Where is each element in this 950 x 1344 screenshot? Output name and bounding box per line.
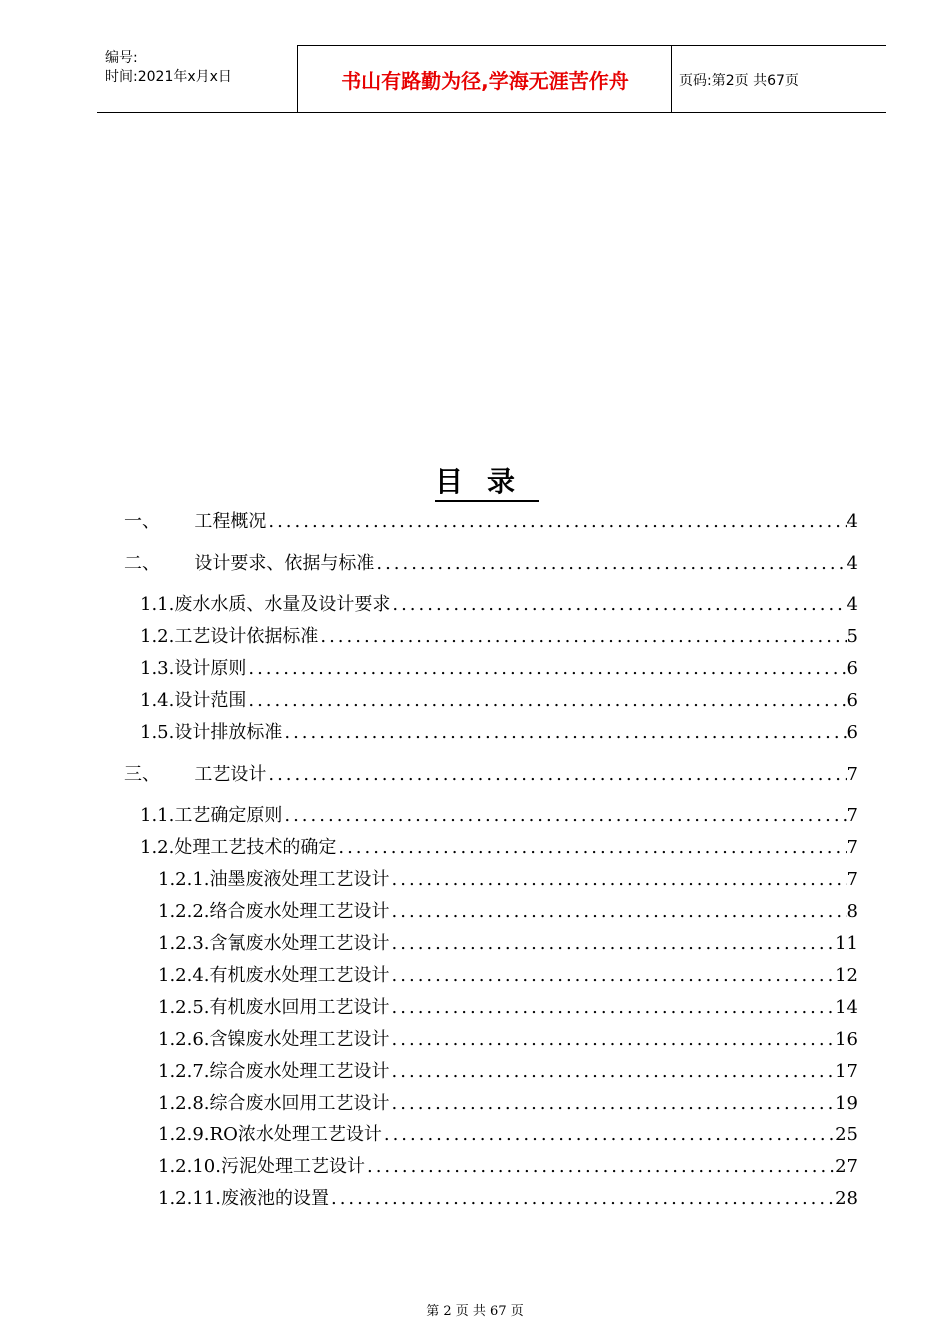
toc-entry-number: 1.2.7. — [158, 1061, 210, 1082]
toc-entry-label: 有机废水回用工艺设计 — [209, 997, 390, 1018]
toc-entry-page: 5 — [846, 626, 858, 647]
toc-dot-leader — [374, 551, 846, 577]
toc-entry-number: 1.2.9. — [158, 1124, 210, 1145]
toc-entry-label: 废液池的设置 — [220, 1188, 329, 1209]
header-meta — [105, 49, 232, 87]
toc-entry-page: 4 — [846, 511, 858, 532]
toc-entry-number: 1.2.1. — [158, 869, 210, 890]
toc-entry[interactable] — [158, 1186, 858, 1212]
header-separator — [671, 45, 672, 113]
toc-entry-number: 1.2.4. — [158, 965, 210, 986]
toc-entry-number: 1.1. — [140, 594, 175, 615]
toc-dot-leader — [246, 688, 846, 714]
toc-dot-leader — [390, 931, 836, 957]
toc-entry-label: 工艺设计 — [194, 764, 267, 785]
toc-entry-label: 设计排放标准 — [174, 722, 283, 743]
toc-entry-number: 一、 — [124, 511, 195, 532]
document-number-label: 编号: — [105, 50, 138, 66]
toc-entry-page: 6 — [846, 722, 858, 743]
page-footer: 第 2 页 共 67 页 — [426, 1304, 524, 1319]
toc-entry[interactable] — [124, 509, 858, 535]
toc-dot-leader — [390, 592, 846, 618]
header-page-info: 页码:第2页 共67页 — [679, 73, 799, 89]
toc-entry-label: 油墨废液处理工艺设计 — [209, 869, 390, 890]
page-header — [97, 45, 886, 113]
toc-entry-number: 1.2. — [140, 626, 175, 647]
toc-entry-label: 工艺设计依据标准 — [174, 626, 319, 647]
toc-entry[interactable] — [140, 624, 858, 650]
toc-entry-page: 27 — [835, 1156, 858, 1177]
toc-entry-number: 1.2.10. — [158, 1156, 221, 1177]
toc-entry-label: 工艺确定原则 — [174, 805, 283, 826]
toc-entry-label: 综合废水回用工艺设计 — [209, 1093, 390, 1114]
toc-dot-leader — [390, 899, 847, 925]
toc-entry-number: 1.2.2. — [158, 901, 210, 922]
toc-entry-page: 7 — [846, 805, 858, 826]
header-slogan: 书山有路勤为径,学海无涯苦作舟 — [341, 68, 629, 93]
toc-dot-leader — [282, 720, 846, 746]
toc-entry-number: 二、 — [124, 553, 195, 574]
toc-entry[interactable] — [158, 867, 858, 893]
toc-entry-number: 1.2.8. — [158, 1093, 210, 1114]
toc-dot-leader — [390, 1059, 836, 1085]
toc-entry[interactable] — [158, 1027, 858, 1053]
toc-entry-page: 11 — [835, 933, 858, 954]
toc-title-text: 目录 — [435, 465, 539, 502]
toc-entry-number: 1.3. — [140, 658, 175, 679]
toc-entry[interactable] — [158, 1122, 858, 1148]
toc-entry[interactable] — [158, 1091, 858, 1117]
toc-entry[interactable] — [158, 963, 858, 989]
toc-dot-leader — [382, 1122, 835, 1148]
toc-entry-label: 废水水质、水量及设计要求 — [174, 594, 391, 615]
toc-entry[interactable] — [158, 899, 858, 925]
toc-entry-page: 19 — [835, 1093, 858, 1114]
toc-entry[interactable] — [140, 688, 858, 714]
toc-dot-leader — [266, 762, 846, 788]
toc-entry-page: 7 — [846, 764, 858, 785]
toc-entry-number: 1.4. — [140, 690, 175, 711]
toc-entry-label: 综合废水处理工艺设计 — [209, 1061, 390, 1082]
toc-entry-page: 17 — [835, 1061, 858, 1082]
toc-entry-number: 1.2.11. — [158, 1188, 221, 1209]
toc-entry-page: 14 — [835, 997, 858, 1018]
toc-entry[interactable] — [140, 592, 858, 618]
toc-entry-page: 7 — [846, 869, 858, 890]
toc-entry-page: 28 — [835, 1188, 858, 1209]
toc-entry-page: 8 — [846, 901, 858, 922]
toc-entry[interactable] — [140, 803, 858, 829]
toc-entry[interactable] — [124, 551, 858, 577]
toc-dot-leader — [336, 835, 846, 861]
toc-entry-page: 25 — [835, 1124, 858, 1145]
toc-entry[interactable] — [124, 762, 858, 788]
toc-entry-label: 工程概况 — [194, 511, 267, 532]
toc-entry-number: 1.1. — [140, 805, 175, 826]
toc-entry-label: 络合废水处理工艺设计 — [209, 901, 390, 922]
toc-entry[interactable] — [140, 835, 858, 861]
toc-entry-label: 含镍废水处理工艺设计 — [209, 1029, 390, 1050]
toc-entry-label: 设计要求、依据与标准 — [194, 553, 375, 574]
toc-dot-leader — [246, 656, 846, 682]
toc-dot-leader — [266, 509, 846, 535]
toc-dot-leader — [318, 624, 846, 650]
toc-dot-leader — [390, 867, 847, 893]
toc-entry-label: 设计范围 — [174, 690, 247, 711]
toc-entry-number: 1.2.6. — [158, 1029, 210, 1050]
toc-entry-number: 三、 — [124, 764, 195, 785]
toc-dot-leader — [390, 995, 836, 1021]
toc-title — [0, 460, 950, 500]
toc-entry[interactable] — [158, 931, 858, 957]
toc-entry-page: 12 — [835, 965, 858, 986]
toc-entry-label: 设计原则 — [174, 658, 247, 679]
toc-dot-leader — [390, 1091, 836, 1117]
toc-entry-number: 1.2.5. — [158, 997, 210, 1018]
toc-entry-page: 6 — [846, 658, 858, 679]
toc-entry-page: 4 — [846, 553, 858, 574]
toc-entry-label: RO浓水处理工艺设计 — [209, 1124, 382, 1145]
toc-entry[interactable] — [158, 995, 858, 1021]
toc-entry-label: 污泥处理工艺设计 — [220, 1156, 365, 1177]
toc-entry-page: 7 — [846, 837, 858, 858]
toc-entry[interactable] — [158, 1154, 858, 1180]
toc-entry-label: 有机废水处理工艺设计 — [209, 965, 390, 986]
toc-entry-page: 16 — [835, 1029, 858, 1050]
toc-entry-number: 1.5. — [140, 722, 175, 743]
toc-dot-leader — [329, 1186, 835, 1212]
toc-entry[interactable] — [140, 720, 858, 746]
toc-entry-label: 含氰废水处理工艺设计 — [209, 933, 390, 954]
toc-entry-number: 1.2.3. — [158, 933, 210, 954]
toc-dot-leader — [282, 803, 846, 829]
toc-entry[interactable] — [158, 1059, 858, 1085]
toc-entry-page: 6 — [846, 690, 858, 711]
toc-dot-leader — [390, 1027, 836, 1053]
toc-entry[interactable] — [140, 656, 858, 682]
toc-entry-label: 处理工艺技术的确定 — [174, 837, 337, 858]
header-separator — [297, 45, 298, 113]
toc-dot-leader — [365, 1154, 835, 1180]
document-time: 时间:2021年x月x日 — [105, 69, 232, 85]
toc-entry-number: 1.2. — [140, 837, 175, 858]
toc-dot-leader — [390, 963, 836, 989]
toc-entry-page: 4 — [846, 594, 858, 615]
